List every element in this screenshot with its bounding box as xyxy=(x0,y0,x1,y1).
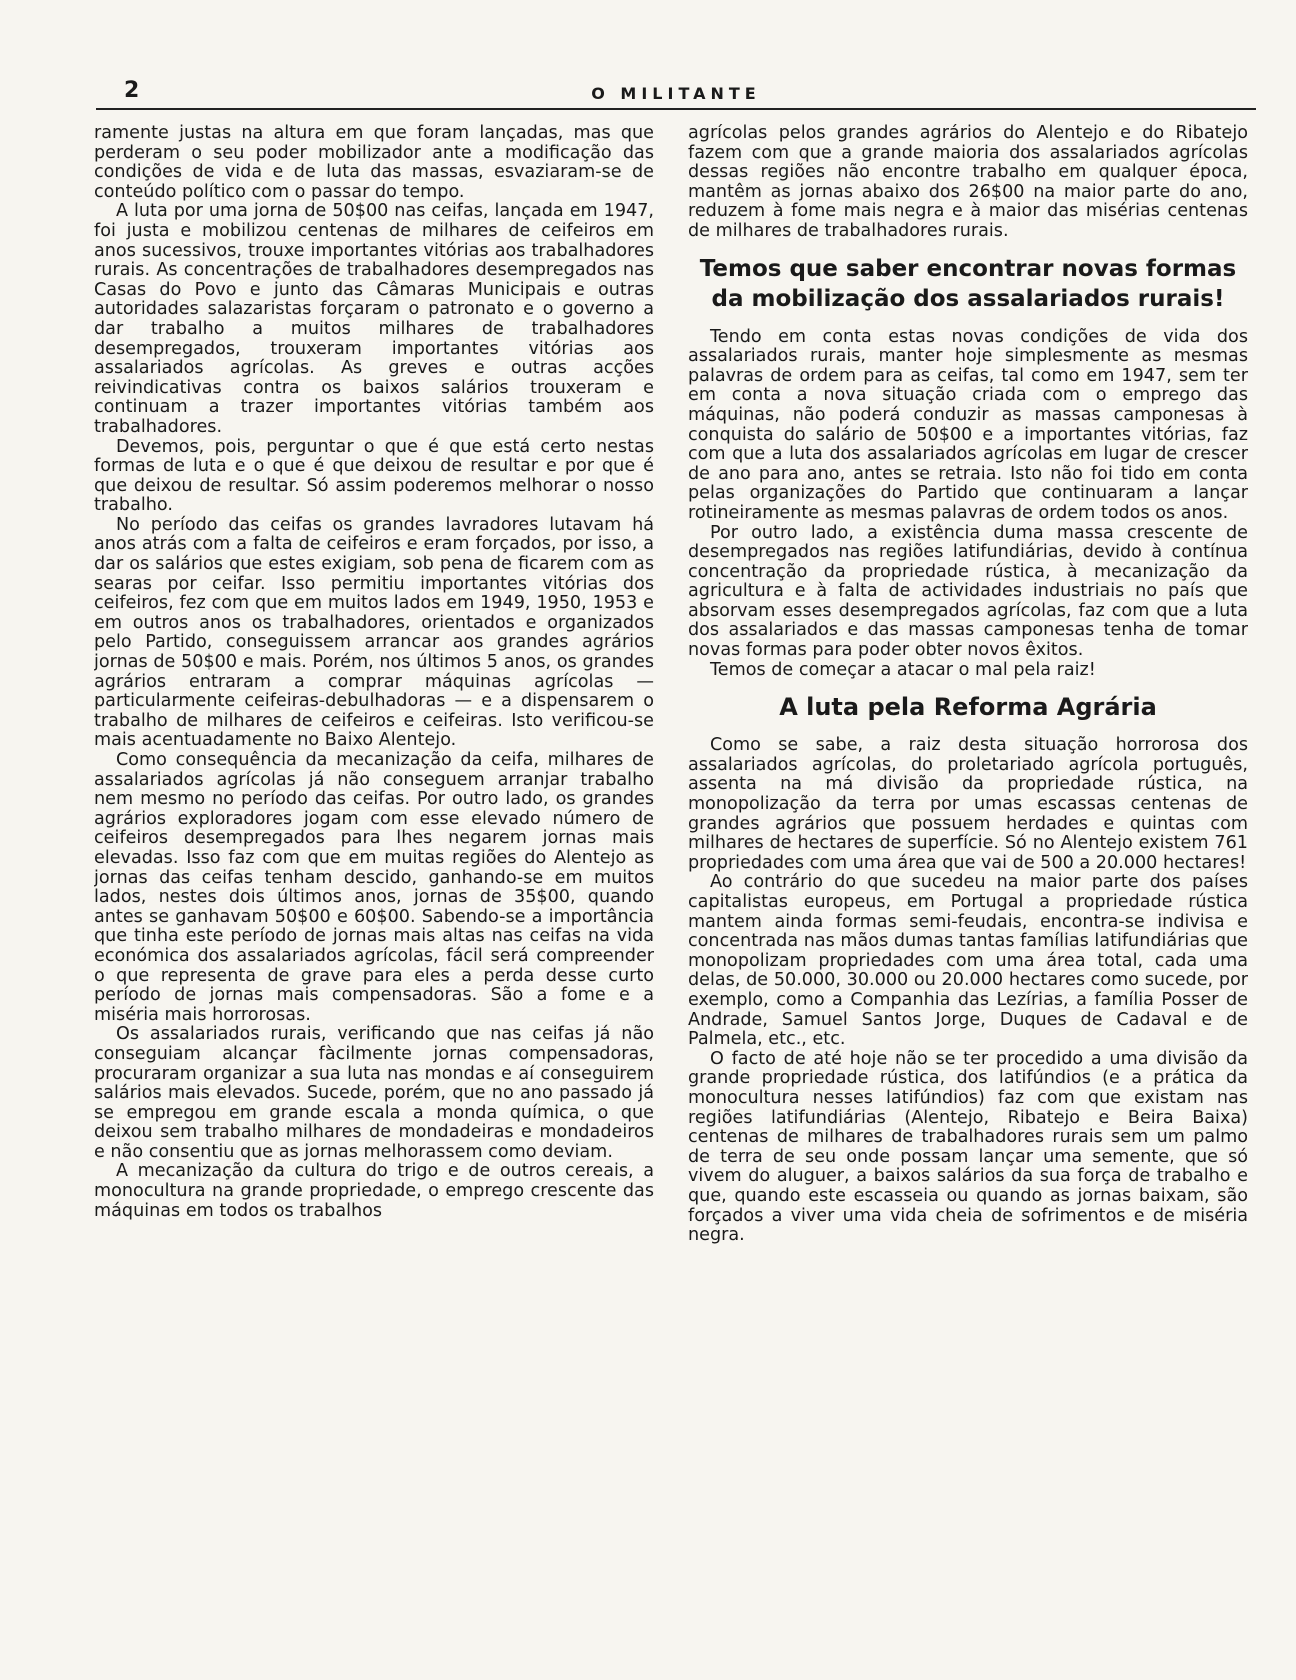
paragraph: ramente justas na altura em que foram lançadas, mas que perderam o seu poder mobilizador ante a modificação das condições de vida e de luta das massas, esvaziaram-se de conteúdo político com o passar do tempo. xyxy=(94,124,654,202)
paragraph: Por outro lado, a existência duma massa crescente de desempregados nas regiões latifundiárias, devido à contínua concentração da propriedade rústica, à mecanização da agricultura e à falta de actividades industriais no país que absorvam esses desempregados agrícolas, faz com que a luta dos assalariados e das massas camponesas tenha de tomar novas formas para poder obter novos êxitos. xyxy=(688,522,1248,661)
section-heading: A luta pela Reforma Agrária xyxy=(779,693,1157,722)
paragraph: Os assalariados rurais, verificando que nas ceifas já não conseguiam alcançar fàcilmente jornas compensadoras, procuraram organizar a sua luta nas mondas e aí conseguirem salários mais elevados. Sucede, porém, que no ano passado já se empregou em grande escala a monda química, o que deixou sem trabalho milhares de mondadeiras e mondadeiros e não consentiu que as jornas melhorassem como deviam. xyxy=(94,1024,654,1162)
paragraph: O facto de até hoje não se ter procedido a uma divisão da grande propriedade rústica, dos latifúndios (e a prática da monocultura nesses latifúndios) faz com que existam nas regiões latifundiárias (Alentejo, Ribatejo e Beira Baixa) centenas de milhares de trabalhadores rurais sem um palmo de terra de seu onde possam lançar uma semente, que só vivem do aluguer, a baixos salários da sua força de trabalho e que, quando este escasseia ou quando as jornas baixam, são forçados a viver uma vida cheia de sofrimentos e de miséria negra. xyxy=(688,1048,1248,1246)
paragraph: Como se sabe, a raiz desta situação horrorosa dos assalariados agrícolas, do proletariado agrícola português, assenta na má divisão da propriedade rústica, na monopolização da terra por umas escassas centenas de grandes agrários que possuem herdades e quintas com milhares de hectares de superfície. Só no Alentejo existem 761 propriedades com uma área que vai de 500 a 20.000 hectares! xyxy=(688,735,1248,873)
page-number: 2 xyxy=(124,78,140,103)
paragraph: A luta por uma jorna de 50$00 nas ceifas, lançada em 1947, foi justa e mobilizou centenas de milhares de ceifeiros em anos sucessivos, trouxe importantes vitórias aos trabalhadores rurais. As concentrações de trabalhadores desempregados nas Casas do Povo e junto das Câmaras Municipais e outras autoridades salazaristas forçaram o patronato e o governo a dar trabalho a muitos milhares de trabalhadores desempregados, trouxeram importantes vitórias aos assalariados agrícolas. As greves e outras acções reivindicativas contra os baixos salários trouxeram e continuam a trazer importantes vitórias também aos trabalhadores. xyxy=(94,201,654,437)
right-column xyxy=(688,124,1248,1644)
paragraph: Como consequência da mecanização da ceifa, milhares de assalariados agrícolas já não conseguem arranjar trabalho nem mesmo no período das ceifas. Por outro lado, os grandes agrários exploradores jogam com esse elevado número de ceifeiros desempregados para lhes negarem jornas mais elevadas. Isso faz com que em muitas regiões do Alentejo as jornas das ceifas tenham descido, ganhando-se em muitos lados, nestes dois últimos anos, jornas de 35$00, quando antes se ganhavam 50$00 e 60$00. Sabendo-se a importância que tinha este período de jornas mais altas nas ceifas na vida económica dos assalariados agrícolas, fácil será compreender o que representa de grave para eles a perda desse curto período de jornas mais compensadoras. São a fome e a miséria mais horrorosas. xyxy=(94,750,654,1025)
masthead: O MILITANTE xyxy=(591,84,761,103)
section-heading: Temos que saber encontrar novas formas da mobilização dos assalariados rurais! xyxy=(699,255,1237,312)
paragraph: Temos de começar a atacar o mal pela raiz! xyxy=(710,659,1096,680)
left-column xyxy=(94,124,654,1644)
paragraph: Tendo em conta estas novas condições de vida dos assalariados rurais, manter hoje simplesmente as mesmas palavras de ordem para as ceifas, tal como em 1947, sem ter em conta a nova situação criada com o emprego das máquinas, não poderá conduzir as massas camponesas à conquista do salário de 50$00 e a importantes vitórias, faz com que a luta dos assalariados agrícolas em lugar de crescer de ano para ano, antes se retraia. Isto não foi tido em conta pelas organizações do Partido que continuaram a lançar rotineiramente as mesmas palavras de ordem todos os anos. xyxy=(688,326,1248,523)
paragraph: A mecanização da cultura do trigo e de outros cereais, a monocultura na grande propriedade, o emprego crescente das máquinas em todos os trabalhos xyxy=(94,1161,654,1221)
paragraph: Ao contrário do que sucedeu na maior parte dos países capitalistas europeus, em Portugal a propriedade rústica mantem ainda formas semi-feudais, encontra-se indivisa e concentrada nas mãos dumas tantas famílias latifundiárias que monopolizam propriedades com uma área total, cada uma delas, de 50.000, 30.000 ou 20.000 hectares como sucede, por exemplo, como a Companhia das Lezírias, a família Posser de Andrade, Samuel Santos Jorge, Duques de Cadaval e de Palmela, etc., etc. xyxy=(688,872,1248,1050)
paragraph: agrícolas pelos grandes agrários do Alentejo e do Ribatejo fazem com que a grande maioria dos assalariados agrícolas dessas regiões não encontre trabalho em qualquer época, mantêm as jornas abaixo dos 26$00 na maior parte do ano, reduzem à fome mais negra e à maior das misérias centenas de milhares de trabalhadores rurais. xyxy=(688,124,1248,241)
paragraph: No período das ceifas os grandes lavradores lutavam há anos atrás com a falta de ceifeiros e eram forçados, por isso, a dar os salários que estes exigiam, sob pena de ficarem com as searas por ceifar. Isso permitiu importantes vitórias dos ceifeiros, fez com que em muitos lados em 1949, 1950, 1953 e em outros anos os trabalhadores, orientados e organizados pelo Partido, conseguissem arrancar aos grandes agrários jornas de 50$00 e mais. Porém, nos últimos 5 anos, os grandes agrários entraram a comprar máquinas agrícolas — particularmente ceifeiras-debulhadoras — e a dispensarem o trabalho de milhares de ceifeiros e ceifeiras. Isto verificou-se mais acentuadamente no Baixo Alentejo. xyxy=(94,514,654,751)
page-header xyxy=(96,78,1256,110)
paragraph: Devemos, pois, perguntar o que é que está certo nestas formas de luta e o que é que deixou de resultar e por que é que deixou de resultar. Só assim poderemos melhorar o nosso trabalho. xyxy=(94,436,654,516)
